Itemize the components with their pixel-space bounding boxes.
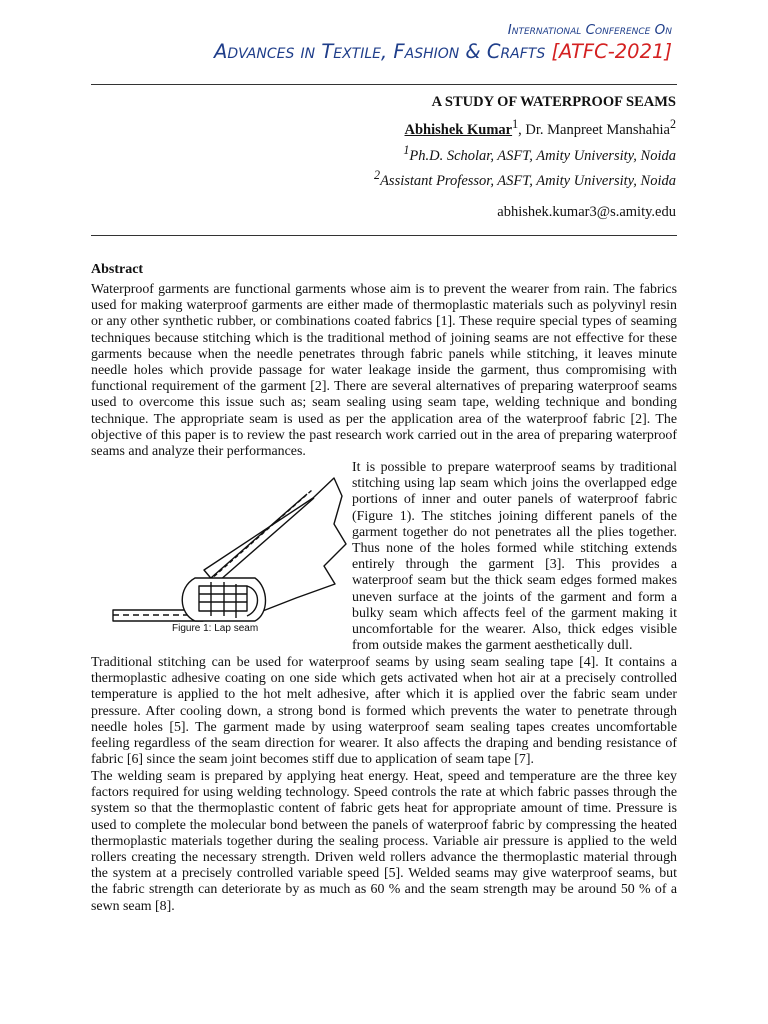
conference-line: International Conference On [507,22,672,38]
lap-seam-figure [91,458,349,638]
title-rule [91,235,677,236]
conference-code: [ATFC-2021] [551,40,672,63]
author-separator: , [518,121,526,138]
author-second: Dr. Manpreet Manshahia [525,121,670,138]
lap-seam-paragraph: It is possible to prepare waterproof seams by traditional stitching using lap seam which joins the overlapped edge portions of inner and outer panels of waterproof fabric (Figure 1). The stitches joining different panels of the garment together do not penetrates all the plies together. Thus none of the holes formed while stitching extends entirely through the garment [3]. This provides a waterproof seam but the thick seam edges formed makes uneven surface at the joints of the garment and form a bulky seam which affects feel of the garment making it uncomfortable for the wearer. Also, thick edges visible from outside makes the garment aesthetically dull. [352,460,677,654]
seam-tape-paragraph: Traditional stitching can be used for waterproof seams by using seam sealing tape [4]. It contains a thermoplastic adhesive coating on one side which gets activated when hot air at a precisely controlled temperature is applied to the hot melt adhesive, after which it is applied over the fabric seam under pressure. After cooling down, a strong bond is formed which prevents the water to penetrate through needle holes [5]. The garment made by using waterproof seam sealing tapes creates uncomfortable feeling regardless of the seam direction for wearer. It also affects the draping and bending resistance of fabric [6] since the seam joint becomes stiff due to application of seam tape [7]. [91,655,677,768]
author-line [405,117,676,139]
affiliation-1-sup: 1 [403,143,410,157]
abstract-heading: Abstract [91,262,144,277]
paper-title: A STUDY OF WATERPROOF SEAMS [431,94,676,110]
author-main: Abhishek Kumar [404,121,513,138]
figure-caption: Figure 1: Lap seam [172,623,259,634]
affiliation-2-sup: 2 [374,168,381,182]
affiliation-2 [374,168,676,190]
seam-core [199,586,247,611]
welding-paragraph: The welding seam is prepared by applying heat energy. Heat, speed and temperature are the three key factors required for using welding technology. Speed controls the rate at which fabric passes through the system so that the thermoplastic content of fabric gets heat for appropriate amount of time. Pressure is used to complete the molecular bond between the panels of waterproof fabric by compressing the heated thermoplastic materials together during the sealing process. Variable air pressure is applied to the weld rollers creating the necessary strength. Driven weld rollers advance the thermoplastic material through the system at a precisely controlled variable speed [5]. Welded seams may give waterproof seams, but the fabric strength can deteriorate by as much as 60 % and the seam strength may be around 50 % of a sewn seam [8]. [91,769,677,914]
conference-title-text: Advances in Textile, Fashion & Crafts [214,40,546,63]
abstract-paragraph: Waterproof garments are functional garments whose aim is to prevent the wearer from rain. The fabrics used for making waterproof garments are either made of thermoplastic materials such as polyvinyl resin or any other synthetic rubber, or combinations coated fabrics [1]. These require special types of seaming techniques because stitching which is the traditional method of joining seams are not effective for these garments because when the needle penetrates through fabric panels while stitching, it leaves minute needle holes which provide passage for water leakage inside the garment, thus compromising with functional requirement of the garment [2]. There are several alternatives of preparing waterproof seams used to overcome this issue such as; seam sealing using seam tape, welding technique and bonding technique. The appropriate seam is used as per the application area of the waterproof fabric [2]. The objective of this paper is to review the past research work carried out in the area of preparing waterproof seams and analyze their performances. [91,282,677,460]
header-rule [91,84,677,85]
author-email: abhishek.kumar3@s.amity.edu [497,204,676,220]
affiliation-1 [403,143,676,165]
author-second-sup: 2 [669,117,676,131]
author-main-sup: 1 [512,117,519,131]
affiliation-1-text: Ph.D. Scholar, ASFT, Amity University, Noida [409,147,676,164]
conference-title [0,40,672,63]
affiliation-2-text: Assistant Professor, ASFT, Amity University, Noida [380,172,676,189]
